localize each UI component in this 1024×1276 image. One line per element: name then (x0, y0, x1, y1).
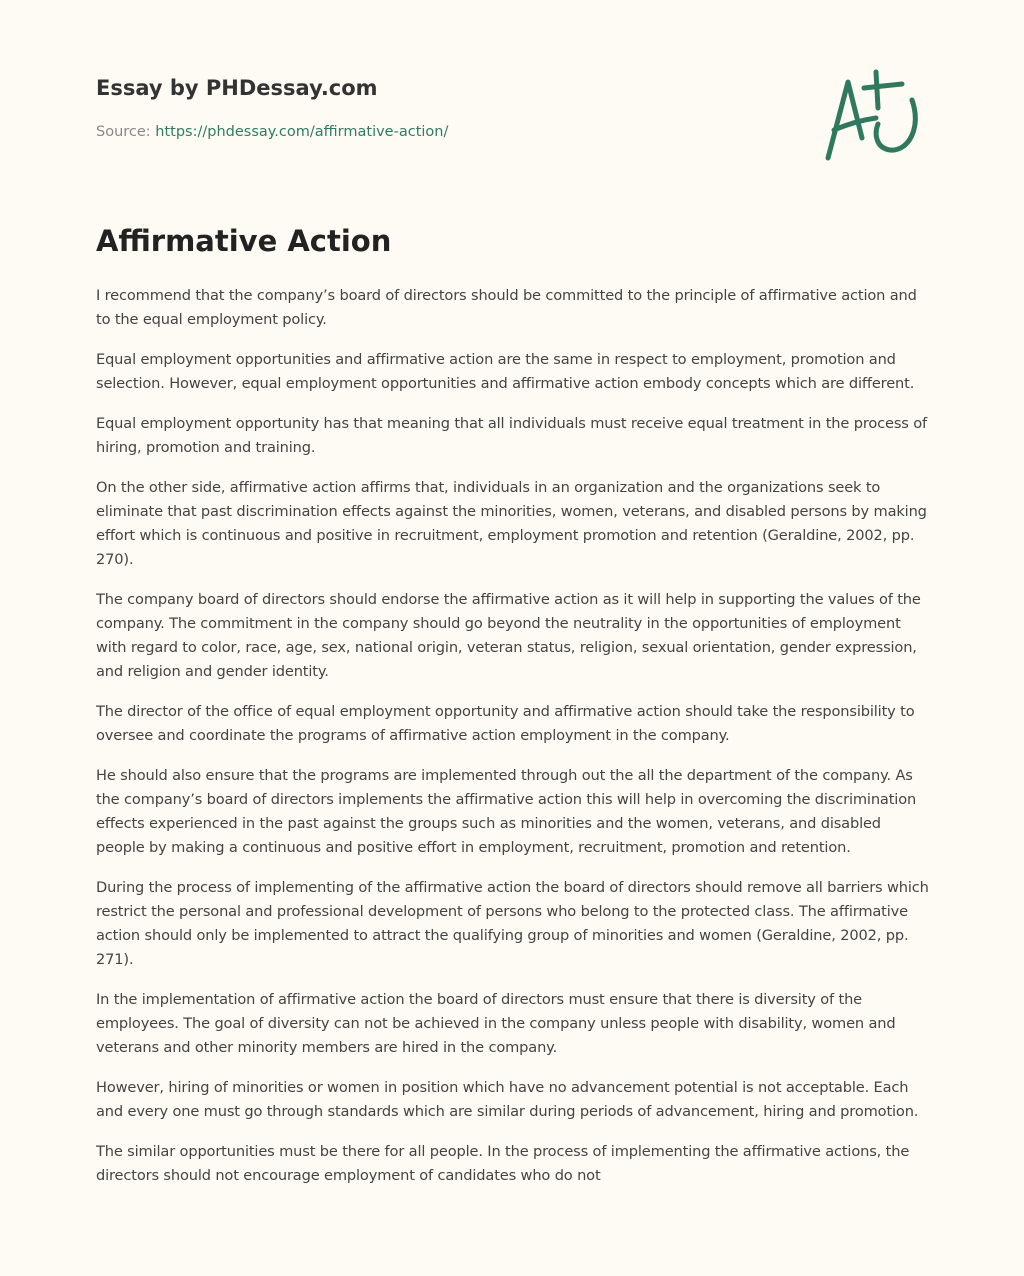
source-link[interactable]: https://phdessay.com/affirmative-action/ (155, 124, 449, 140)
paragraph: During the process of implementing of the affirmative action the board of directors should remove all barriers which restrict the personal and professional development of persons who belong to the protected class. The affirmative action should only be implemented to attract the qualifying group of minorities and women (Geraldine, 2002, pp. 271). (96, 879, 929, 968)
essay-title: Affirmative Action (96, 224, 392, 258)
paragraph: The company board of directors should endorse the affirmative action as it will help in supporting the values of the company. The commitment in the company should go beyond the neutrality in the opportunities of employment with regard to color, race, age, sex, national origin, veteran status, religion, sexual orientation, gender expression, and religion and gender identity. (96, 591, 921, 680)
paragraph: Equal employment opportunities and affirmative action are the same in respect to employment, promotion and selection. However, equal employment opportunities and affirmative action embody concepts which are different. (96, 351, 915, 392)
paragraph: On the other side, affirmative action affirms that, individuals in an organization and the organizations seek to eliminate that past discrimination effects against the minorities, women, veterans, and disabled persons by making effort which is continuous and positive in recruitment, employment promotion and retention (Geraldine, 2002, pp. 270). (96, 479, 927, 568)
paragraph: Equal employment opportunity has that meaning that all individuals must receive equal treatment in the process of hiring, promotion and training. (96, 415, 927, 456)
site-brand: Essay by PHDessay.com (96, 76, 378, 100)
paragraph: The director of the office of equal employment opportunity and affirmative action should take the responsibility to oversee and coordinate the programs of affirmative action employment in the company. (96, 703, 915, 744)
paragraph: In the implementation of affirmative action the board of directors must ensure that there is diversity of the employees. The goal of diversity can not be achieved in the company unless people with disability, women and veterans and other minority members are hired in the company. (96, 991, 896, 1056)
source-line (96, 124, 448, 140)
a-plus-logo-icon (818, 68, 928, 164)
paragraph: The similar opportunities must be there for all people. In the process of implementing the affirmative actions, the directors should not encourage employment of candidates who do not (96, 1143, 910, 1184)
paragraph: He should also ensure that the programs are implemented through out the all the department of the company. As the company’s board of directors implements the affirmative action this will help in overcoming the discrimination effects experienced in the past against the groups such as minorities and the women, veterans, and disabled people by making a continuous and positive effort in employment, recruitment, promotion and retention. (96, 767, 917, 856)
paragraph: I recommend that the company’s board of directors should be committed to the principle of affirmative action and to the equal employment policy. (96, 287, 917, 328)
source-label: Source: (96, 124, 151, 140)
essay-body (96, 284, 932, 1204)
paragraph: However, hiring of minorities or women in position which have no advancement potential is not acceptable. Each and every one must go through standards which are similar during periods of advancement, hiring and promotion. (96, 1079, 919, 1120)
